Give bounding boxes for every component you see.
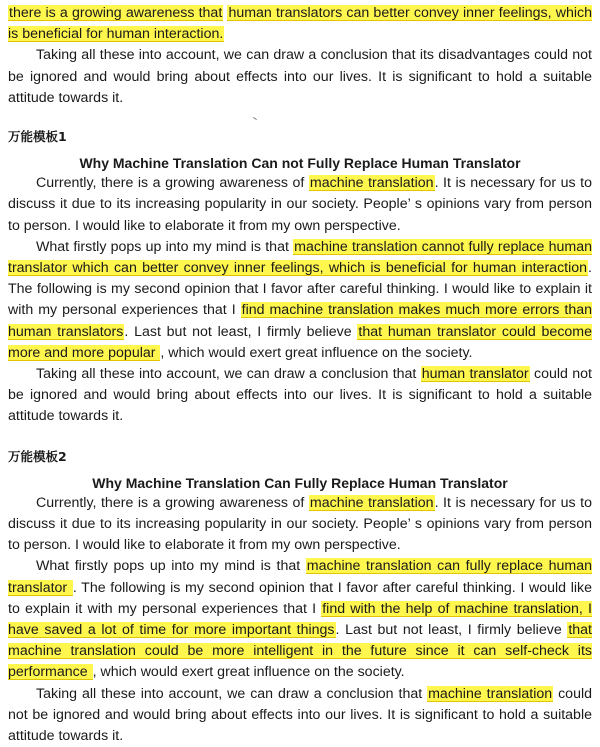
intro-paragraph-1 [8,0,592,45]
text-run: . It is necessary for us to discuss it due to its increasing popularity in our society. People’ s opinions vary from person to person. I would like to elaborate it from my own perspective. [8,494,592,554]
template1-label: 万能模板1 [8,129,67,145]
highlight: there is a growing awareness that [9,5,223,21]
text-run: , which would exert great influence on the society. [92,664,405,681]
text-run: Taking all these into account, we can draw a conclusion that [36,685,428,702]
template2-title: Why Machine Translation Can Fully Replace Human Translator [92,474,508,491]
text-run: could not be ignored and would bring about effects into our lives. It is significant to hold a suitable attitude towards it. [8,685,592,745]
template2-paragraph-1 [8,493,592,557]
highlight: machine translation can fully replace human translator [8,558,592,596]
highlight: machine translation cannot fully replace human translator which can better convey inner feelings, which is beneficial for human interaction [8,238,593,277]
highlight: machine translation [428,685,553,702]
template1-paragraph-1 [8,173,592,237]
text-run: Taking all these into account, we can draw a conclusion that [36,366,421,383]
text-run: . It is necessary for us to discuss it due to its increasing popularity in our society. People’ s opinions vary from person to person. I would like to elaborate it from my own perspective. [8,175,592,234]
highlight: find with the help of machine translation, I have saved a lot of time for more important things [8,600,592,639]
highlight: that machine translation could be more intelligent in the future since it can self-check its performance [8,622,592,681]
template1-paragraph-3 [8,364,592,428]
text-run: . The following is my second opinion that I favor after careful thinking. I would like to explain it with my personal experiences that I [8,579,592,617]
text-run: . Last but not least, I firmly believe [124,323,358,340]
text-run: Currently, there is a growing awareness of [36,175,309,192]
highlight: human translator [421,366,529,383]
text-run: What firstly pops up into my mind is that [36,238,294,255]
highlight: human translators can better convey inner feelings, which is beneficial for human interaction. [8,5,592,43]
template2-paragraph-3 [8,684,592,747]
highlight: find machine translation makes much more errors than human translators [8,302,592,340]
template2-paragraph-2 [8,556,592,683]
highlight: machine translation [309,175,434,192]
text-run: , which would exert great influence on the society. [160,344,473,361]
text-run: . Last but not least, I firmly believe [335,622,568,639]
template1-title: Why Machine Translation Can not Fully Replace Human Translator [79,155,521,172]
highlight: machine translation [309,494,434,511]
text-run: could not be ignored and would bring about effects into our lives. It is significant to hold a suitable attitude towards it. [8,366,593,425]
text-run: Currently, there is a growing awareness of [36,494,309,511]
template2-label: 万能模板2 [8,448,67,464]
template1-paragraph-2 [8,237,592,364]
text-run: What firstly pops up into my mind is that [36,558,306,575]
highlight: that human translator could become more and more popular [8,323,593,361]
text-run: . The following is my second opinion that I favor after careful thinking. I would like to explain it with my personal experiences that I [8,260,592,319]
intro-paragraph-2: Taking all these into account, we can draw a conclusion that its disadvantages could not be ignored and would bring about effects into our lives. It is significant to hold a suitable attitude towards it. [8,47,592,106]
